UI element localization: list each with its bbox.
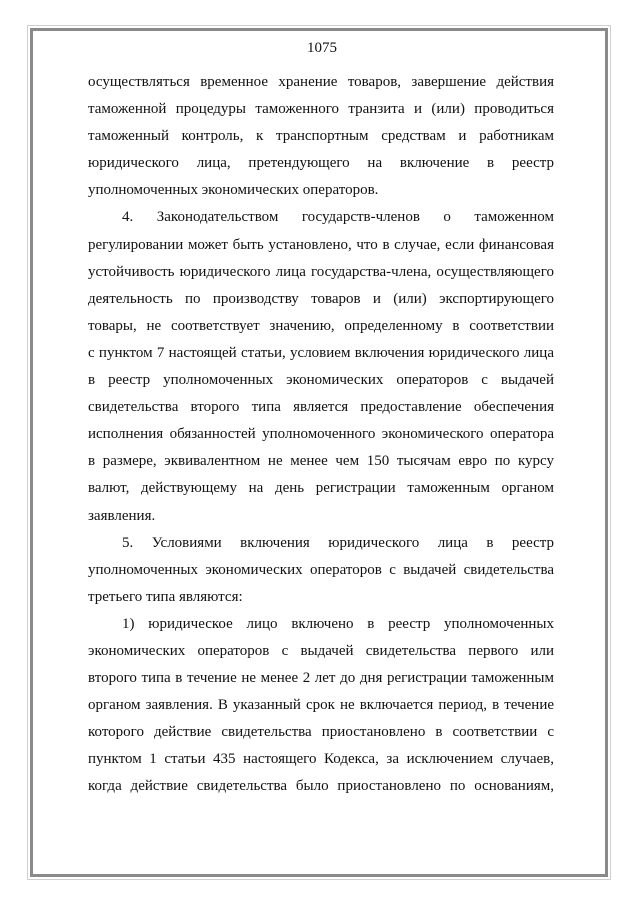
text-line: 1) юридическое лицо включено в реестр уполномоченных [122, 615, 554, 632]
text-line: когда действие свидетельства было приостановлено по основаниям, [88, 778, 554, 795]
text-line: таможенной процедуры таможенного транзита и (или) проводиться [88, 101, 554, 118]
text-line: валют, действующему на день регистрации таможенным органом [88, 480, 554, 497]
text-line: пунктом 1 статьи 435 настоящего Кодекса, за исключением случаев, [88, 751, 554, 768]
text-line: с пунктом 7 настоящей статьи, условием включения юридического лица [88, 344, 554, 361]
text-line: в реестр уполномоченных экономических операторов с выдачей [88, 372, 554, 389]
page-frame [30, 28, 608, 877]
document-body [88, 69, 554, 801]
text-line: таможенный контроль, к транспортным средствам и работникам [88, 128, 554, 145]
text-line: юридического лица, претендующего на включение в реестр [88, 155, 554, 172]
text-line: 4. Законодательством государств-членов о таможенном [122, 209, 554, 226]
text-line: деятельность по производству товаров и (или) экспортирующего [88, 290, 554, 307]
text-line: в размере, эквивалентном не менее чем 150 тысячам евро по курсу [88, 453, 554, 470]
text-line: исполнения обязанностей уполномоченного экономического оператора [88, 426, 554, 443]
text-line: экономических операторов с выдачей свидетельства первого или [88, 642, 554, 659]
text-line: 5. Условиями включения юридического лица в реестр [122, 534, 554, 551]
text-line: уполномоченных экономических операторов с выдачей свидетельства [88, 561, 554, 578]
text-line: осуществляться временное хранение товаров, завершение действия [88, 74, 554, 90]
text-line: устойчивость юридического лица государства-члена, осуществляющего [88, 263, 554, 280]
page-number: 1075 [307, 40, 337, 56]
text-line: второго типа в течение не менее 2 лет до дня регистрации таможенным [88, 670, 554, 687]
text-line: третьего типа являются: [88, 588, 243, 605]
text-line: заявления. [88, 507, 156, 524]
text-line: уполномоченных экономических операторов. [88, 182, 379, 199]
text-line: которого действие свидетельства приостановлено в соответствии с [88, 724, 554, 741]
text-line: органом заявления. В указанный срок не включается период, в течение [88, 697, 554, 714]
text-line: товары, не соответствует значению, определенному в соответствии [88, 317, 554, 334]
text-line: регулировании может быть установлено, что в случае, если финансовая [88, 236, 554, 253]
text-line: свидетельства второго типа является предоставление обеспечения [88, 399, 554, 416]
